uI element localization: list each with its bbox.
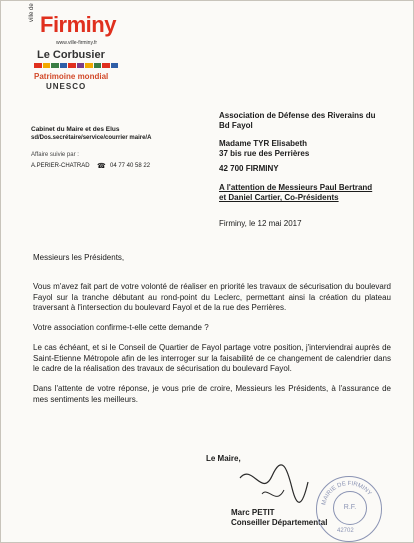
mairie-stamp [316,476,382,542]
logo-color-stripes [34,63,118,68]
logo-stripe [94,63,102,68]
signature-name: Marc PETIT [231,508,275,517]
phone-icon: ☎ [97,163,106,170]
logo-vertical-text: ville de [29,3,35,22]
paragraph-2: Votre association confirme-t-elle cette demande ? [33,323,209,332]
logo-stripe [60,63,68,68]
sender-ref: sd/Dos.secrétaire/service/courrier maire/A [31,135,152,141]
salutation: Messieurs les Présidents, [33,253,125,262]
sender-phone: 04 77 40 58 22 [110,163,151,169]
recipient-name: Madame TYR Elisabeth [219,139,308,148]
followed-name: A.PERIER-CHATRAD [31,163,90,169]
recipient-city: 42 700 FIRMINY [219,164,279,173]
logo-stripe [68,63,76,68]
logo-stripe [34,63,42,68]
stamp-ring-text: MAIRIE DE FIRMINY [321,480,373,506]
attention-line1: A l'attention de Messieurs Paul Bertrand [219,183,373,192]
stamp-center: R.F. [333,491,367,525]
signature-title: Le Maire, [206,454,241,463]
logo-url: www.ville-firminy.fr [56,40,98,46]
logo-wordmark: Firminy [40,12,116,37]
sender-office: Cabinet du Maire et des Elus [31,126,120,133]
followed-label: Affaire suivie par : [31,152,79,158]
logo-stripe [85,63,93,68]
recipient-org-line2: Bd Fayol [219,121,253,130]
recipient-street: 37 bis rue des Perrières [219,149,310,158]
logo-stripe [51,63,59,68]
logo-patrimoine: Patrimoine mondial [34,72,109,81]
logo-stripe [43,63,51,68]
logo-stripe [77,63,85,68]
attention-line2: et Daniel Cartier, Co-Présidents [219,193,339,202]
paragraph-3: Le cas échéant, et si le Conseil de Quartier de Fayol partage votre position, j'interviendrai auprès de Saint-Etienne Métropole afin de les interroger sur la faisabilité de ce changement de calendrier dans le cadre de la réalisation des travaux de sécurisation du boulevard Fayol. [33,343,391,373]
logo-le-corbusier: Le Corbusier [37,49,105,61]
signature-role: Conseiller Départemental [231,518,328,527]
paragraph-4: Dans l'attente de votre réponse, je vous prie de croire, Messieurs les Présidents, à l'assurance de mes sentiments les meilleurs. [33,384,391,404]
letter-date: Firminy, le 12 mai 2017 [219,219,302,228]
logo-unesco: UNESCO [46,82,87,91]
recipient-org-line1: Association de Défense des Riverains du [219,111,376,120]
paragraph-1: Vous m'avez fait part de votre volonté de réaliser en priorité les travaux de sécurisation du boulevard Fayol sur la tranche débutant au rond-point du Leclerc, permettant ainsi la création du plateau traversant à l'intersection du boulevard Fayol et de la rue des Perrières. [33,282,391,312]
stamp-code: 42702 [337,528,354,534]
logo-stripe [111,63,119,68]
logo-stripe [102,63,110,68]
